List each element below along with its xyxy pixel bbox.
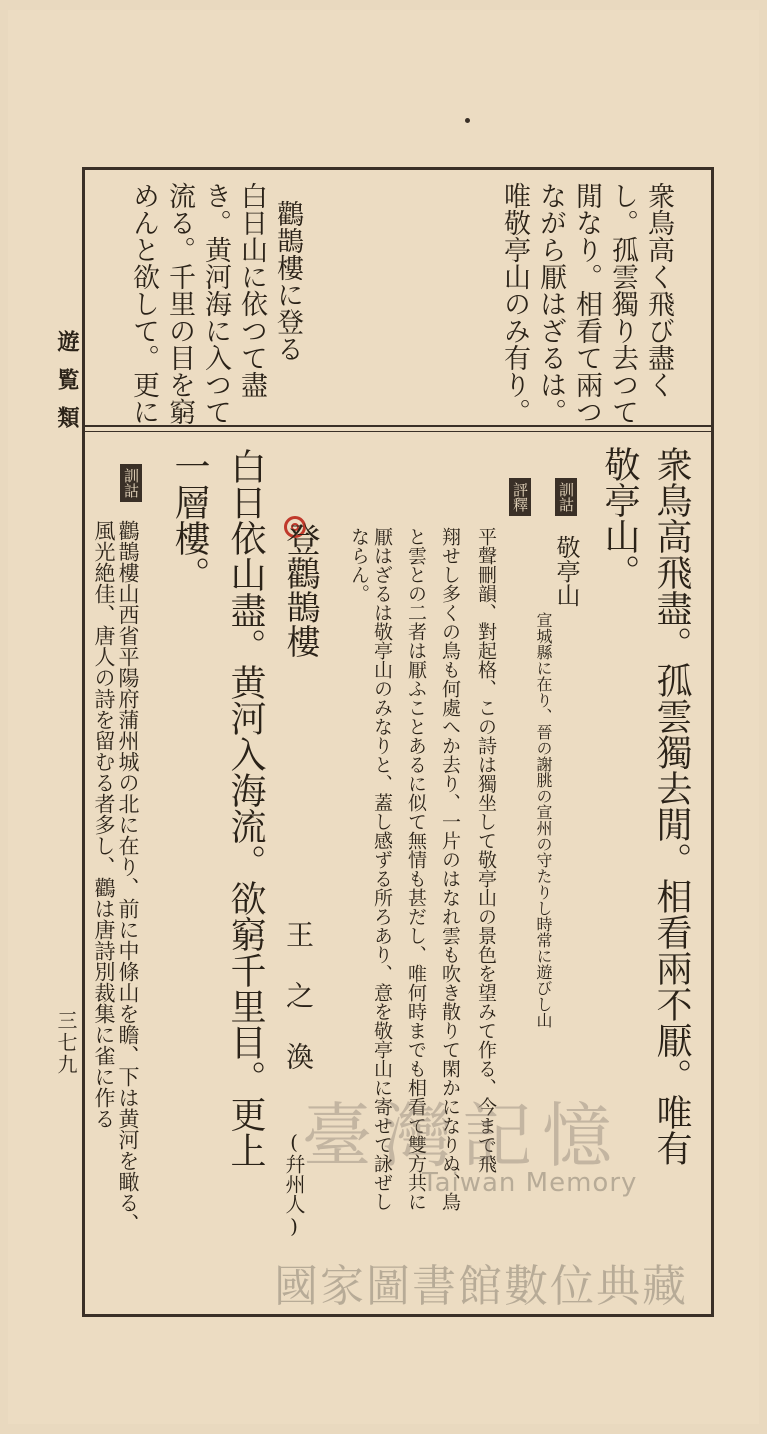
commentary-line: 翔せし多くの鳥も何處へか去り、一片のはなれ雲も吹き散りて閑かになりぬ、鳥 xyxy=(439,527,461,1211)
translation-1-line: 閒なり。相看て兩つ xyxy=(571,182,602,425)
translation-1-line: ながら厭はざるは。 xyxy=(535,182,566,425)
poem-2-title: 登鸛鵲樓 xyxy=(280,522,320,658)
translation-1-line: し。孤雲獨り去つて xyxy=(607,182,638,425)
translation-1-line: 唯敬亭山のみ有り。 xyxy=(499,182,530,425)
watermark-chinese-text: 國家圖書館數位典藏 xyxy=(274,1261,688,1312)
translation-2-line: めんと欲して。更に xyxy=(128,182,159,425)
poem-2-author-origin: (幷州人) xyxy=(282,1130,306,1238)
frame-divider-thin xyxy=(82,431,714,432)
commentary-tag-wrap xyxy=(509,478,531,516)
commentary-tag: 評釋 xyxy=(509,478,531,516)
poem-1-line: 敬亭山。 xyxy=(599,446,640,590)
translation-2-line: き。黄河海に入つて xyxy=(200,182,231,425)
poem-2-line: 白日依山盡。黄河入海流。欲窮千里目。更上 xyxy=(225,448,266,1168)
note-1 xyxy=(552,478,580,607)
note-tag: 訓詁 xyxy=(555,478,577,516)
translation-1-line: 衆鳥高く飛び盡く xyxy=(643,182,674,398)
watermark-big-text: 臺灣記憶 xyxy=(302,1095,622,1177)
poem-2-line: 一層樓。 xyxy=(169,448,210,592)
note-1-term: 敬亭山 xyxy=(552,535,580,607)
poem-1-line: 衆鳥高飛盡。孤雲獨去閒。相看兩不厭。唯有 xyxy=(651,446,692,1166)
note-2-tag-wrap xyxy=(120,464,142,502)
translation-2-title: 鸛鵲樓に登る xyxy=(272,200,303,362)
watermark-english-text: Taiwan Memory xyxy=(422,1168,638,1198)
translation-2-line: 流る。千里の目を窮 xyxy=(164,182,195,425)
poem-2-author: 王 之 渙 xyxy=(282,920,315,1070)
page-number: 三七九 xyxy=(54,1010,78,1076)
running-head: 遊覧類 xyxy=(54,330,80,444)
frame-divider xyxy=(82,425,714,427)
commentary-line: 厭はざるは敬亭山のみなりと、蓋し感ずる所ろあり、意を敬亭山に寄せて詠ぜし xyxy=(371,527,393,1211)
note-2-tag: 訓詁 xyxy=(120,464,142,502)
note-1-detail: 宣城縣に在り、晉の謝朓の宣州の守たりし時常に遊びし山 xyxy=(534,612,553,1028)
commentary-line: と雲との二者は厭ふことあるに似て無情も甚だし、唯何時までも相看て雙方共に xyxy=(405,527,427,1211)
commentary-line: 平聲刪韻、對起格、この詩は獨坐して敬亭山の景色を望みて作る、今まで飛 xyxy=(475,527,497,1173)
note-2-line: 鸛鵲樓山西省平陽府蒲州城の北に在り、前に中條山を瞻、下は黄河を瞰る、 xyxy=(116,520,140,1234)
translation-2-line: 白日山に依つて盡 xyxy=(236,182,267,398)
note-2-line: 風光絶佳、唐人の詩を留むる者多し、鸛は唐詩別裁集に雀に作る xyxy=(92,520,116,1129)
ink-speck xyxy=(465,118,470,123)
commentary-line: ならん。 xyxy=(348,527,370,603)
